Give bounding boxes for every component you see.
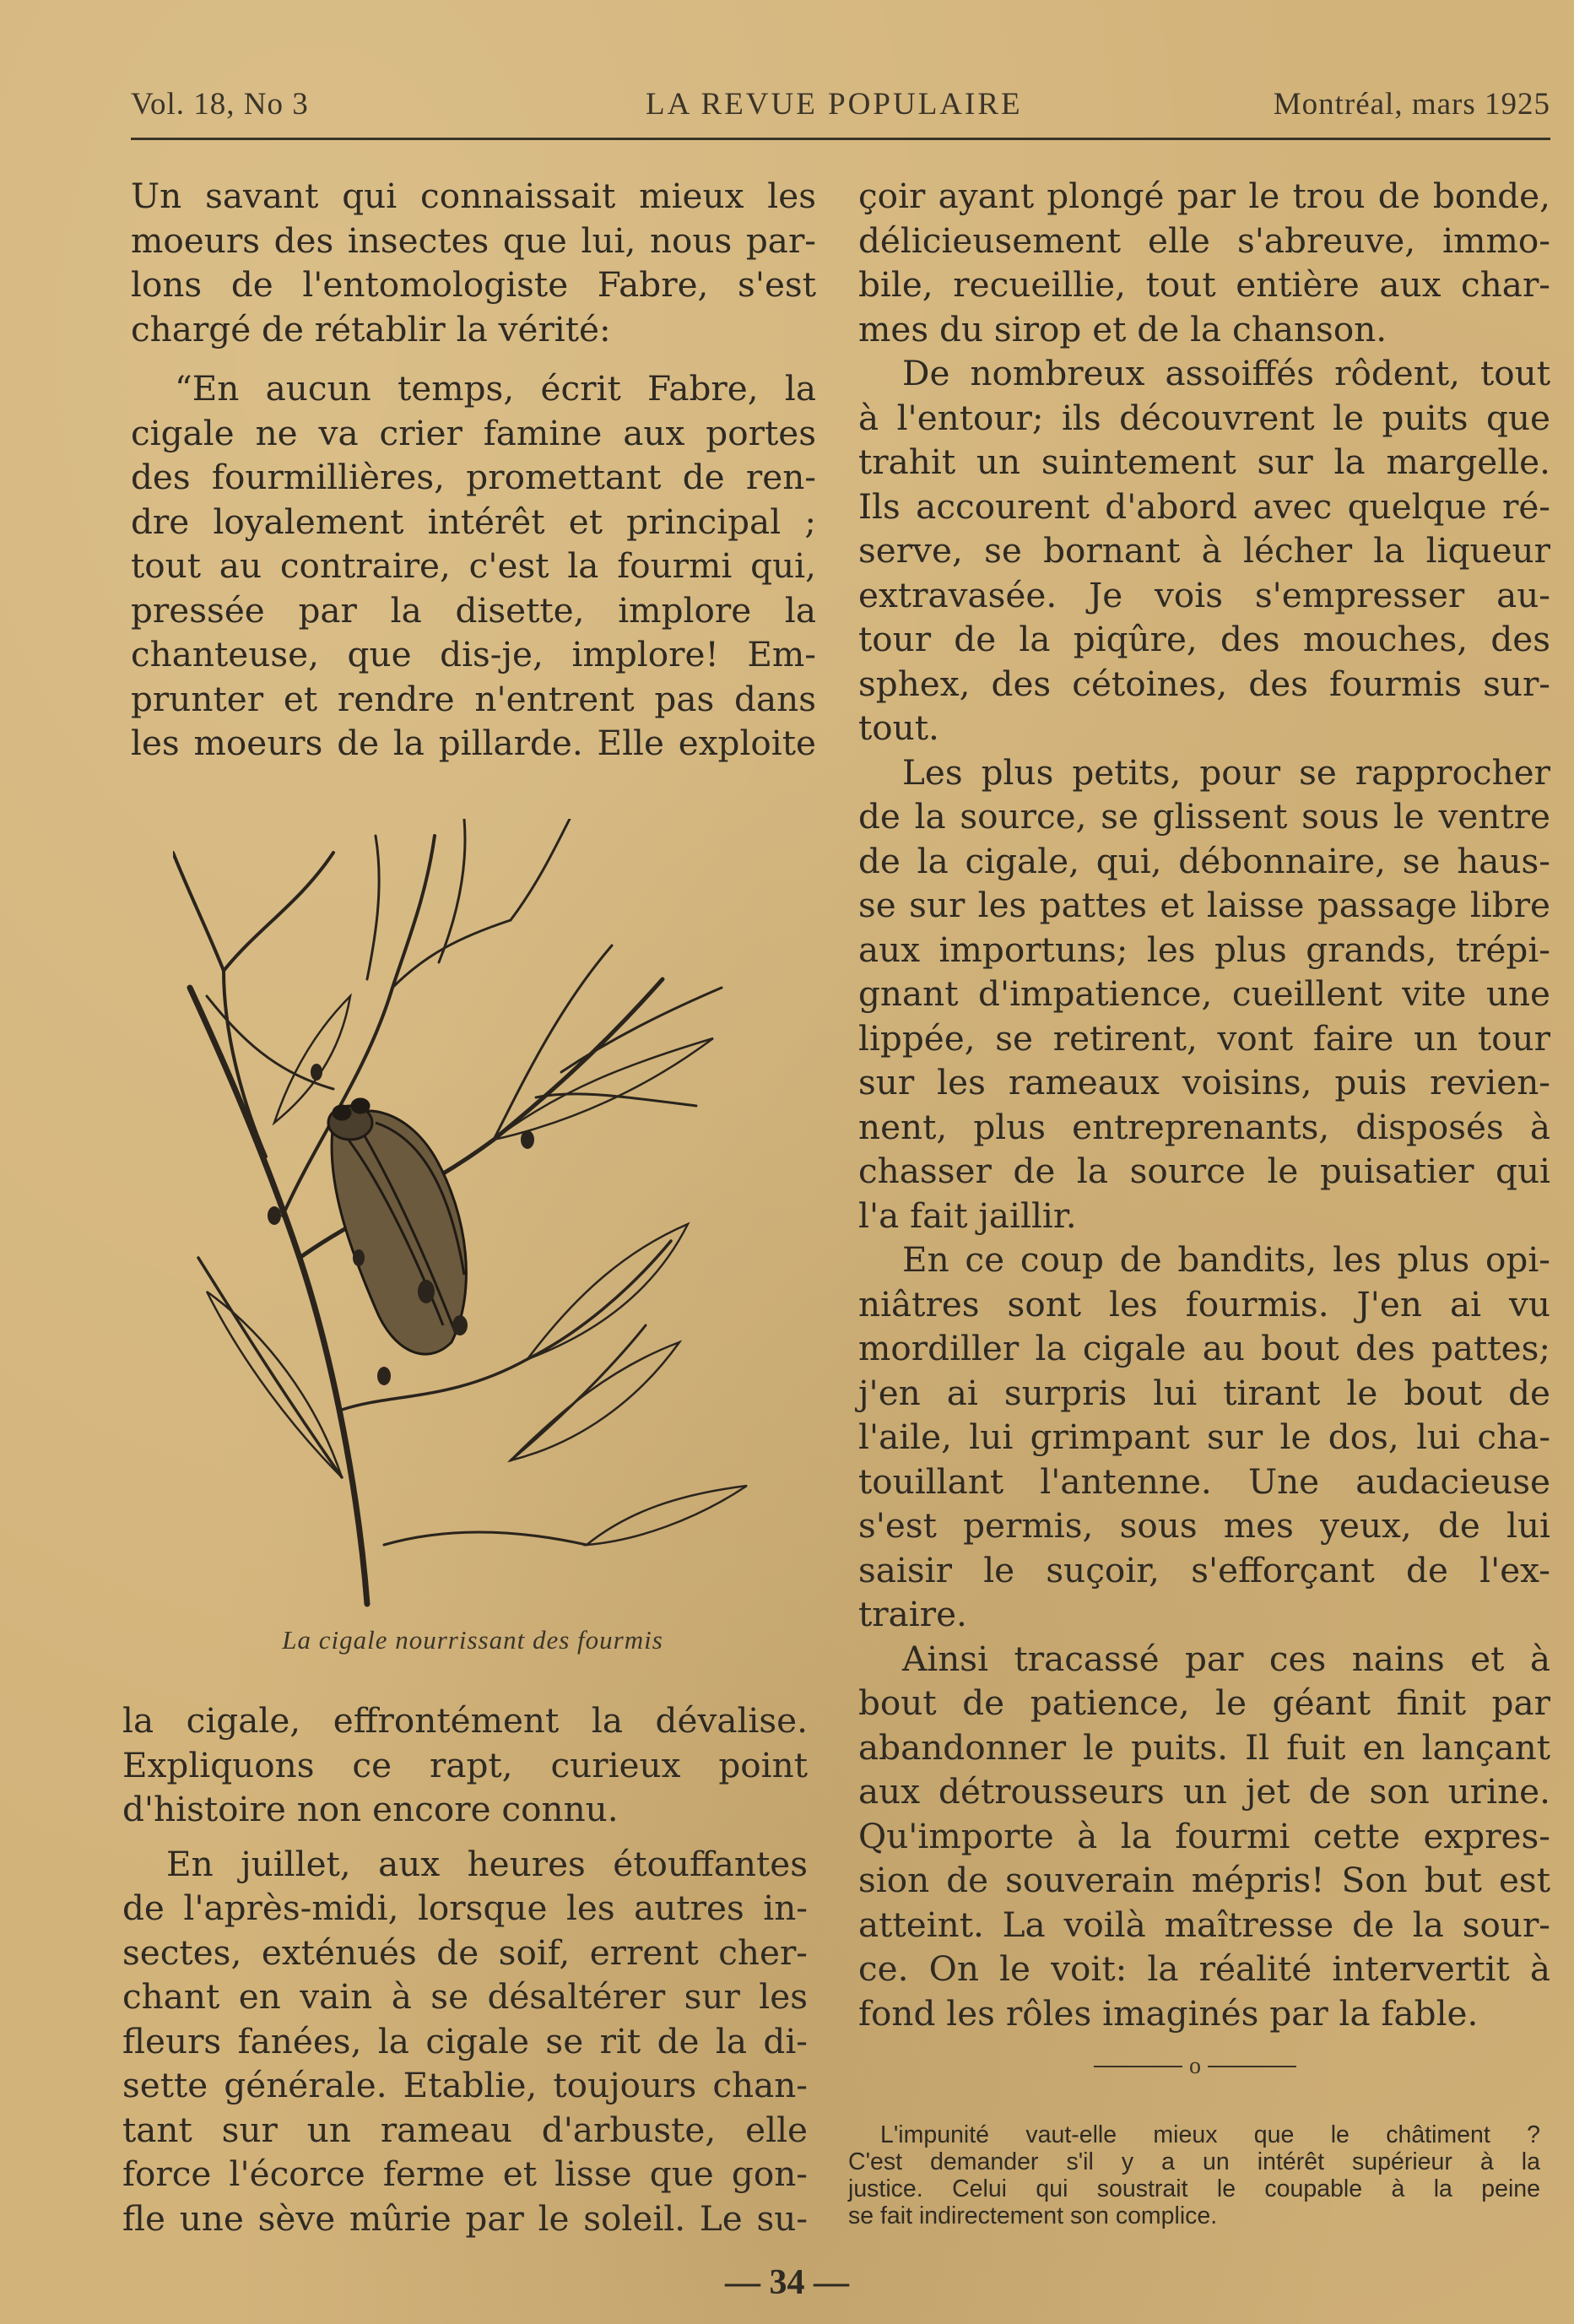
text-line: mes du sirop et de la chanson. xyxy=(858,308,1387,349)
cicada-illustration xyxy=(173,819,772,1612)
text-line: mordiller la cigale au bout des pattes; xyxy=(858,1328,1550,1368)
text-line: tant sur un rameau d'arbuste, elle xyxy=(122,2109,808,2150)
volume-number: Vol. 18, No 3 xyxy=(131,87,309,122)
text-line: d'histoire non encore connu. xyxy=(122,1789,619,1829)
maxim-note xyxy=(848,2121,1540,2229)
text-line: atteint. La voilà maîtresse de la sour- xyxy=(858,1904,1550,1945)
divider-line xyxy=(1208,2066,1296,2067)
text-line: l'aile, lui grimpant sur le dos, lui cha- xyxy=(858,1417,1550,1457)
note-line: justice. Celui qui soustrait le coupable à la peine xyxy=(848,2175,1540,2202)
text-line: sphex, des cétoines, des fourmis sur- xyxy=(858,663,1550,704)
text-line: saisir le suçoir, s'efforçant de l'ex- xyxy=(858,1549,1550,1590)
text-line: la cigale, effrontément la dévalise. xyxy=(122,1700,808,1741)
text-line: En juillet, aux heures étouffantes xyxy=(166,1843,808,1884)
text-line: aux détrousseurs un jet de son urine. xyxy=(858,1771,1550,1812)
text-line: traire. xyxy=(858,1594,967,1634)
text-line: trahit un suintement sur la margelle. xyxy=(858,442,1550,482)
text-line: Ils accourent d'abord avec quelque ré- xyxy=(858,485,1550,527)
left-column-bottom xyxy=(122,1698,808,2240)
text-line: Un savant qui connaissait mieux les xyxy=(131,176,816,216)
text-line: lippée, se retirent, vont faire un tour xyxy=(858,1017,1550,1059)
text-line: “En aucun temps, écrit Fabre, la xyxy=(175,368,816,409)
text-line: dre loyalement intérêt et principal ; xyxy=(131,501,816,542)
text-line: moeurs des insectes que lui, nous par- xyxy=(131,219,816,261)
publication-title: LA REVUE POPULAIRE xyxy=(646,87,1023,122)
text-line: tout. xyxy=(858,707,939,748)
text-line: force l'écorce ferme et lisse que gon- xyxy=(122,2153,808,2194)
text-line: touillant l'antenne. Une audacieuse xyxy=(858,1460,1550,1502)
text-line: nent, plus entreprenants, disposés à xyxy=(858,1106,1550,1147)
text-line: çoir ayant plongé par le trou de bonde, xyxy=(858,176,1550,216)
header-rule xyxy=(131,138,1550,140)
divider-mark: o xyxy=(1189,2053,1201,2079)
text-line: fleurs fanées, la cigale se rit de la di- xyxy=(122,2020,808,2061)
text-line: bile, recueillie, tout entière aux char- xyxy=(858,264,1550,305)
text-line: niâtres sont les fourmis. J'en ai vu xyxy=(858,1283,1550,1325)
page-number: — 34 — xyxy=(725,2263,849,2302)
text-line: Ainsi tracassé par ces nains et à xyxy=(902,1638,1550,1679)
text-line: sectes, exténués de soif, errent cher- xyxy=(122,1931,808,1973)
text-line: abandonner le puits. Il fuit en lançant xyxy=(858,1726,1550,1768)
section-divider xyxy=(1094,2054,1296,2079)
text-line: ce. On le voit: la réalité intervertit à xyxy=(858,1948,1550,1989)
right-column xyxy=(858,174,1550,2035)
text-line: à l'entour; ils découvrent le puits que xyxy=(858,397,1550,438)
divider-line xyxy=(1094,2066,1182,2067)
text-line: tout au contraire, c'est la fourmi qui, xyxy=(131,545,816,586)
text-line: aux importuns; les plus grands, trépi- xyxy=(858,929,1550,970)
text-line: sur les rameaux voisins, puis revien- xyxy=(858,1062,1550,1102)
text-line: extravasée. Je vois s'empresser au- xyxy=(858,574,1550,615)
text-line: lons de l'entomologiste Fabre, s'est xyxy=(131,264,816,305)
text-line: s'est permis, sous mes yeux, de lui xyxy=(858,1505,1550,1546)
text-line: sette générale. Etablie, toujours chan- xyxy=(122,2065,808,2105)
text-line: de l'après-midi, lorsque les autres in- xyxy=(122,1888,808,1928)
text-line: tour de la piqûre, des mouches, des xyxy=(858,619,1550,659)
note-line: se fait indirectement son complice. xyxy=(848,2202,1218,2229)
text-line: j'en ai surpris lui tirant le bout de xyxy=(858,1372,1550,1413)
note-line: C'est demander s'il y a un intérêt supérieur à la xyxy=(848,2148,1540,2175)
text-line: délicieusement elle s'abreuve, immo- xyxy=(858,219,1550,261)
text-line: les moeurs de la pillarde. Elle exploite xyxy=(131,723,816,763)
text-line: des fourmillières, promettant de ren- xyxy=(131,457,816,497)
text-line: En ce coup de bandits, les plus opi- xyxy=(902,1239,1550,1280)
text-line: cigale ne va crier famine aux portes xyxy=(131,412,816,453)
text-line: de la cigale, qui, débonnaire, se haus- xyxy=(858,840,1550,881)
text-line: chasser de la source le puisatier qui xyxy=(858,1151,1550,1191)
left-column-top xyxy=(131,174,816,766)
text-line: Qu'importe à la fourmi cette expres- xyxy=(858,1815,1550,1856)
text-line: serve, se bornant à lécher la liqueur xyxy=(858,530,1550,571)
text-line: chanteuse, que dis-je, implore! Em- xyxy=(131,634,816,674)
text-line: sion de souverain mépris! Son but est xyxy=(858,1860,1550,1900)
running-header xyxy=(131,81,1550,128)
text-line: bout de patience, le géant finit par xyxy=(858,1682,1550,1723)
text-line: chargé de rétablir la vérité: xyxy=(131,308,611,349)
text-line: De nombreux assoiffés rôdent, tout xyxy=(902,353,1550,393)
text-line: prunter et rendre n'entrent pas dans xyxy=(131,678,816,719)
figure-caption: La cigale nourrissant des fourmis xyxy=(282,1625,663,1655)
text-line: pressée par la disette, implore la xyxy=(131,589,816,631)
text-line: fond les rôles imaginés par la fable. xyxy=(858,1992,1479,2034)
note-line: L'impunité vaut-elle mieux que le châtiment ? xyxy=(880,2121,1540,2148)
text-line: gnant d'impatience, cueillent vite une xyxy=(858,973,1550,1014)
text-line: chant en vain à se désaltérer sur les xyxy=(122,1976,808,2017)
place-date: Montréal, mars 1925 xyxy=(1273,87,1550,122)
text-line: Les plus petits, pour se rapprocher xyxy=(902,751,1550,793)
text-line: l'a fait jaillir. xyxy=(858,1195,1077,1236)
text-line: fle une sève mûrie par le soleil. Le su- xyxy=(122,2197,808,2239)
text-line: Expliquons ce rapt, curieux point xyxy=(122,1744,808,1785)
text-line: de la source, se glissent sous le ventre xyxy=(858,796,1550,837)
text-line: se sur les pattes et laisse passage libre xyxy=(858,885,1550,925)
